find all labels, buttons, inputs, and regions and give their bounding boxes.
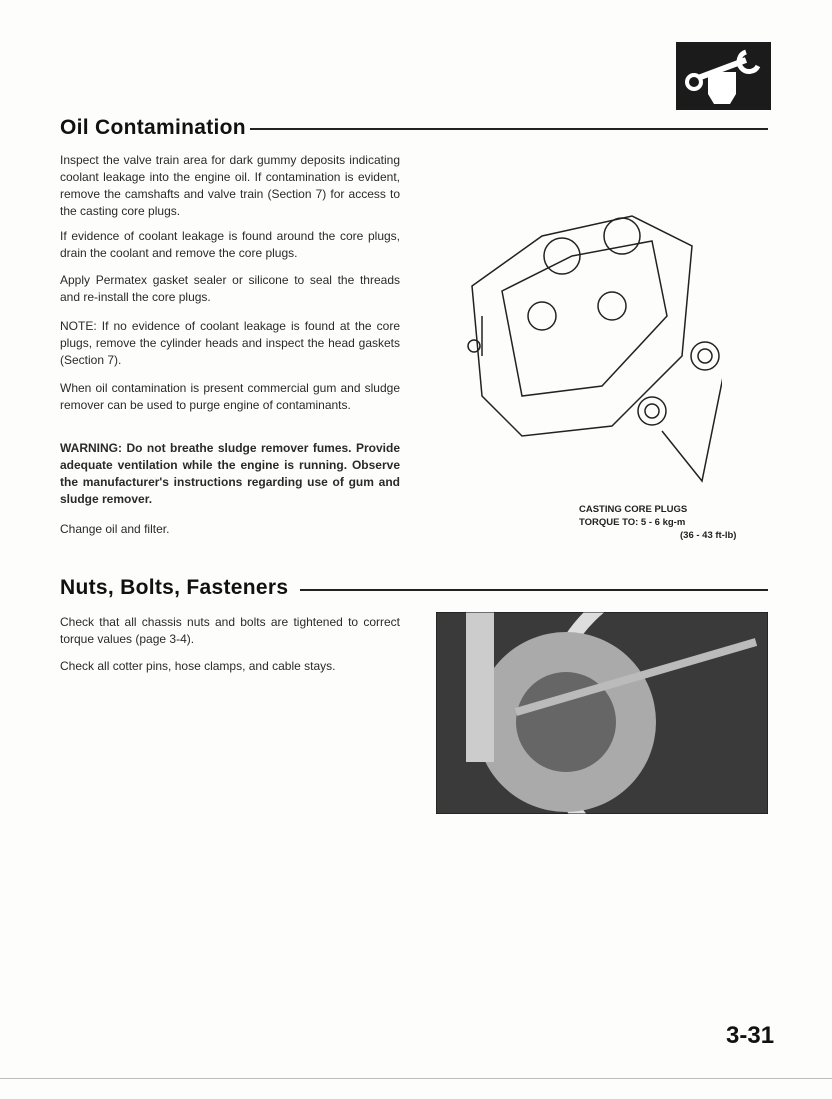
warning-paragraph: WARNING: Do not breathe sludge remover fumes. Provide adequate ventilation while the engine is running. Observe the manufacturer's instructions regarding use of gum and sludge remover. <box>60 441 400 506</box>
paragraph: Inspect the valve train area for dark gummy deposits indicating coolant leakage into the engine oil. If contamination is evident, remove the camshafts and valve train (Section 7) for access to the casting core plugs. <box>60 153 400 218</box>
page-number: 3-31 <box>726 1022 775 1049</box>
title-rule <box>300 589 768 591</box>
note-paragraph: NOTE: If no evidence of coolant leakage is found at the core plugs, remove the cylinder heads and inspect the head gaskets (Section 7). <box>60 319 400 367</box>
paragraph: If evidence of coolant leakage is found around the core plugs, drain the coolant and remove the core plugs. <box>60 229 400 260</box>
wrench-fist-icon <box>676 42 771 110</box>
section-title-nuts-bolts-fasteners: Nuts, Bolts, Fasteners <box>60 576 289 599</box>
brake-caliper-photo <box>436 612 768 814</box>
figure-caption-torque: TORQUE TO: 5 - 6 kg-m <box>579 517 686 528</box>
paragraph: When oil contamination is present commercial gum and sludge remover can be used to purge engine of contaminants. <box>60 381 400 412</box>
title-rule <box>250 128 768 130</box>
figure-caption-title: CASTING CORE PLUGS <box>579 504 688 515</box>
figure-caption-torque-ftlb: (36 - 43 ft-lb) <box>680 530 737 541</box>
paragraph: Change oil and filter. <box>60 522 170 536</box>
bottom-rule <box>0 1078 832 1079</box>
paragraph: Apply Permatex gasket sealer or silicone to seal the threads and re-install the core plugs. <box>60 273 400 304</box>
section-title-oil-contamination: Oil Contamination <box>60 116 246 139</box>
cylinder-head-illustration <box>462 196 722 486</box>
paragraph: Check that all chassis nuts and bolts are tightened to correct torque values (page 3-4). <box>60 615 400 646</box>
paragraph: Check all cotter pins, hose clamps, and cable stays. <box>60 659 336 673</box>
